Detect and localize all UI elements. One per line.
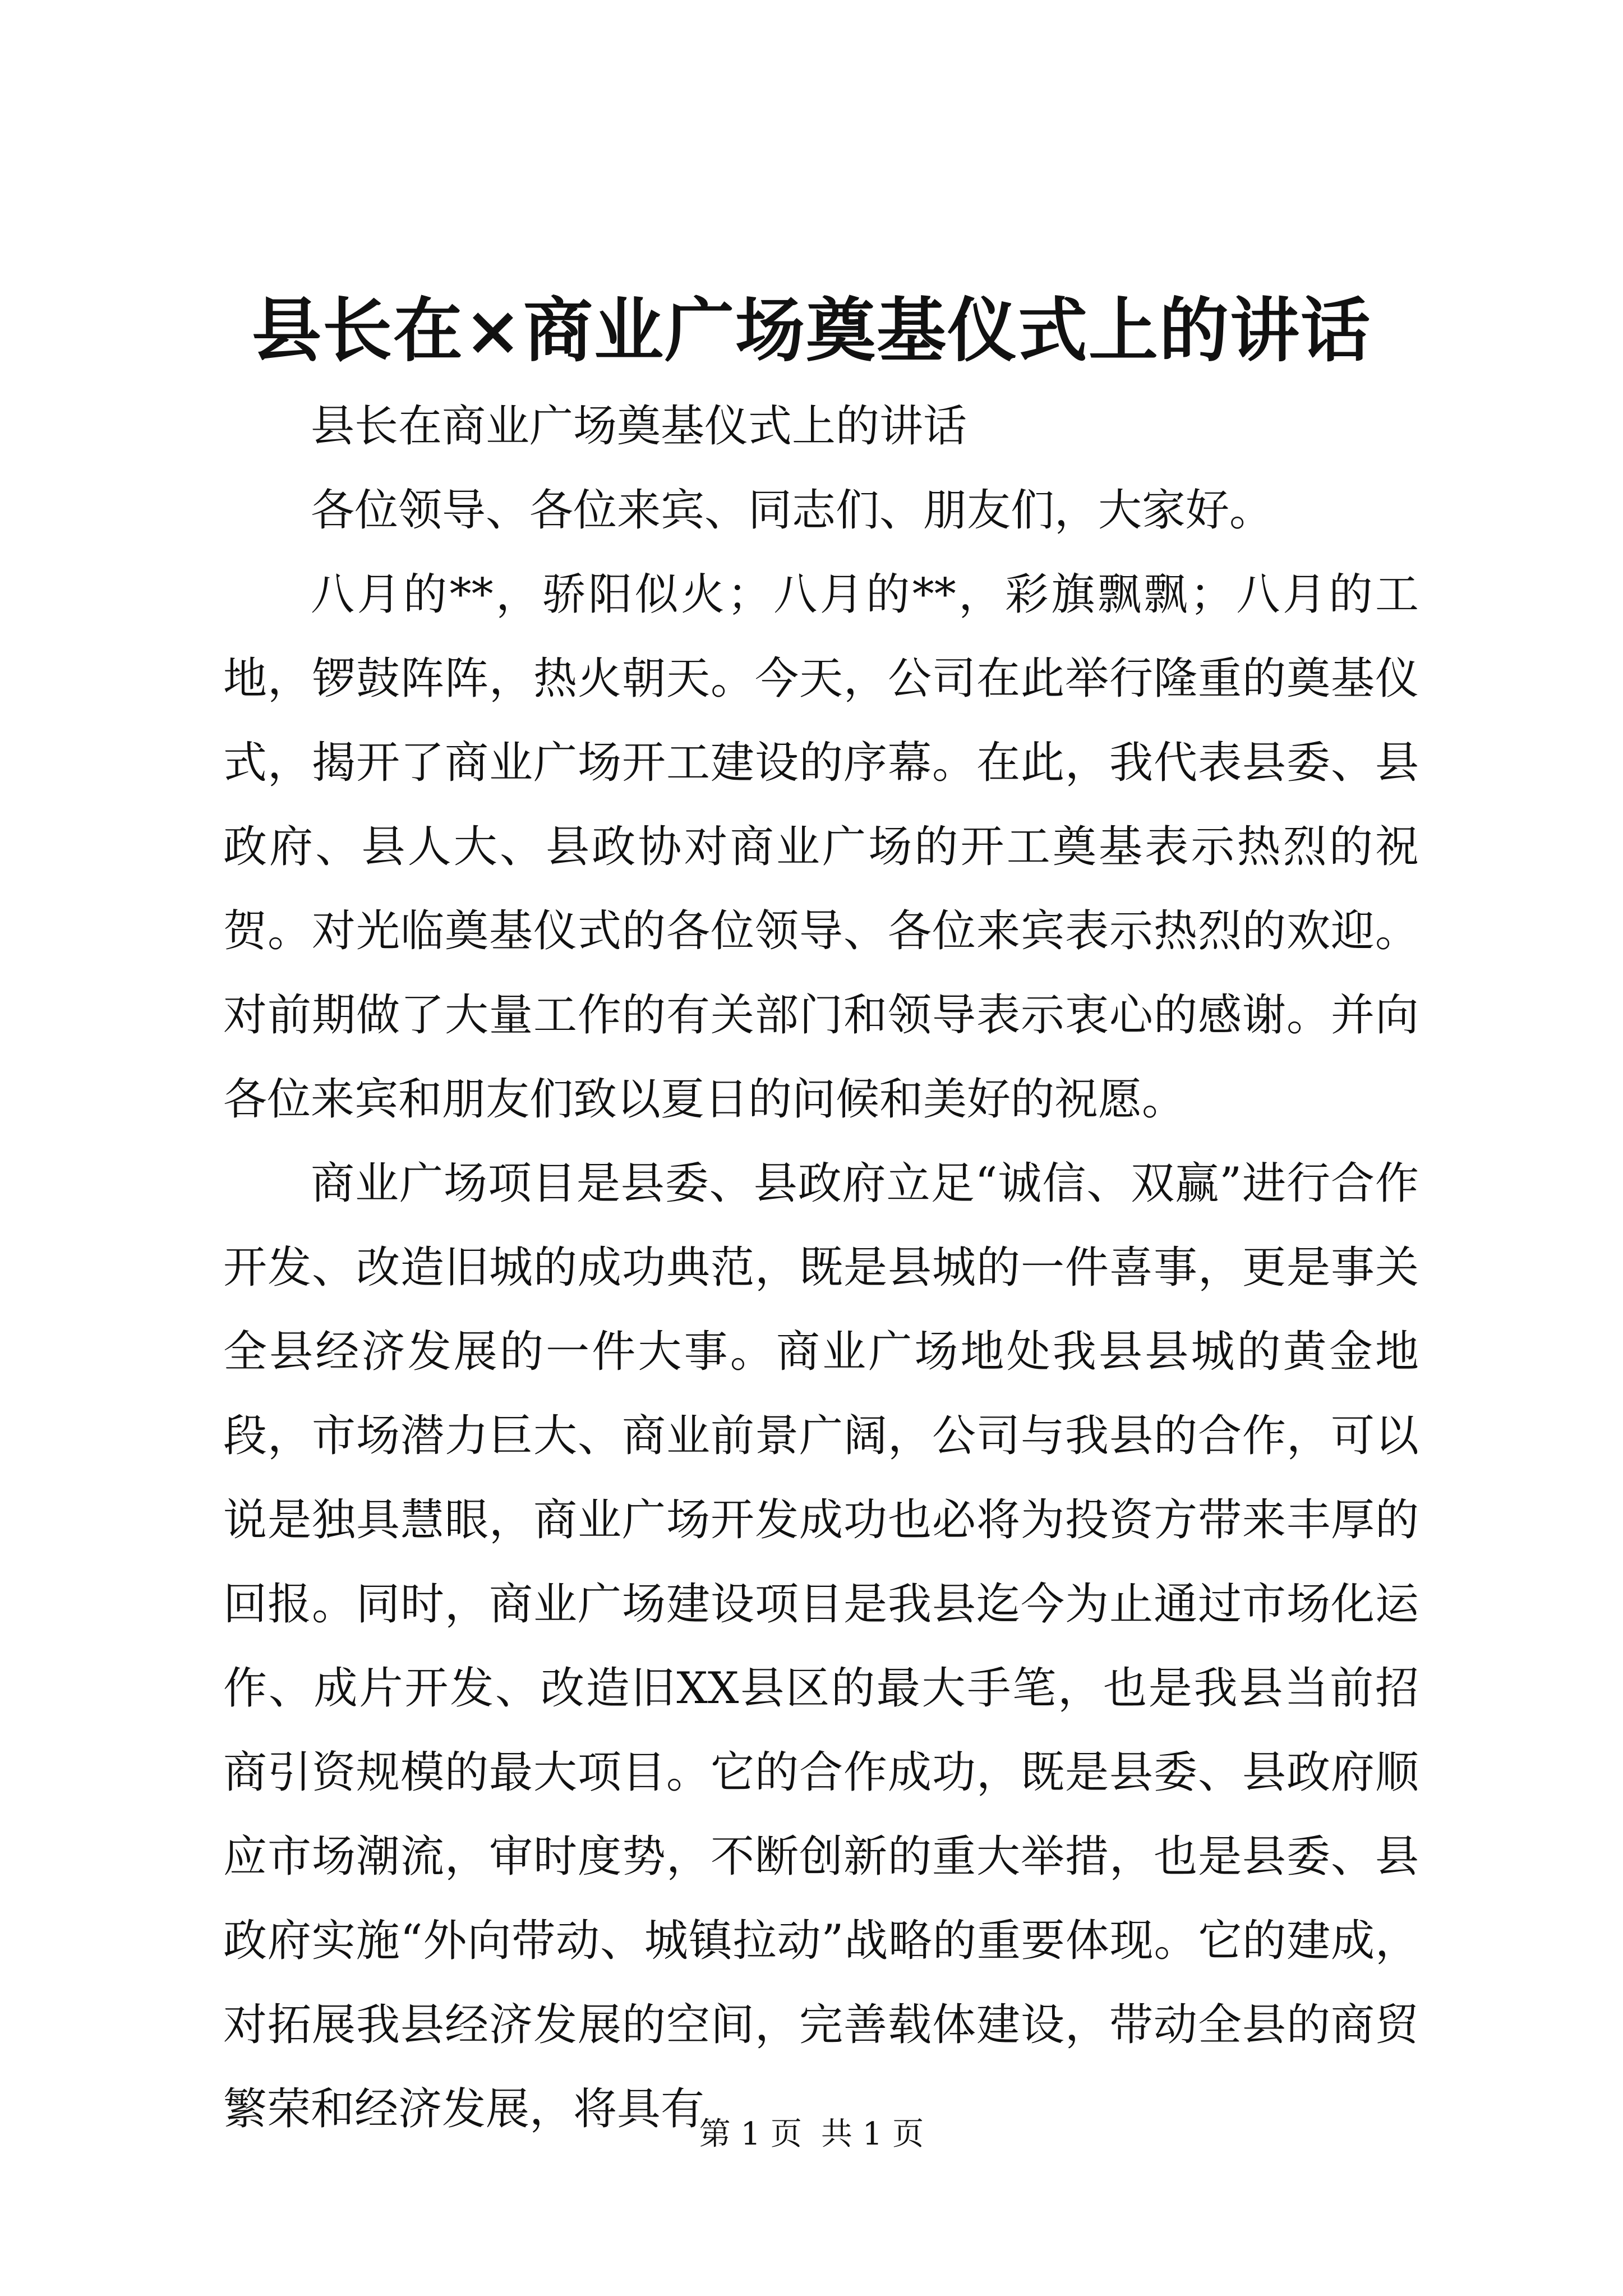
page-footer — [0, 2115, 1623, 2154]
page-total-label: 共 1 页 — [821, 2116, 924, 2152]
greeting-paragraph: 各位领导、各位来宾、同志们、朋友们，大家好。 — [311, 485, 1274, 536]
document-title: 县长在×商业广场奠基仪式上的讲话 — [252, 290, 1371, 371]
document-body — [223, 384, 1419, 2151]
opening-paragraph: 八月的**，骄阳似火；八月的**，彩旗飘飘；八月的工地，锣鼓阵阵，热火朝天。今天，公司在此举行隆重的奠基仪式，揭开了商业广场开工建设的序幕。在此，我代表县委、县政府、县人大、县政协对商业广场的开工奠基表示热烈的祝贺。对光临奠基仪式的各位领导、各位来宾表示热烈的欢迎。对前期做了大量工作的有关部门和领导表示衷心的感谢。并向各位来宾和朋友们致以夏日的问候和美好的祝愿。 — [223, 569, 1419, 1125]
speech-heading-paragraph: 县长在商业广场奠基仪式上的讲话 — [311, 401, 967, 452]
project-paragraph: 商业广场项目是县委、县政府立足“诚信、双赢”进行合作开发、改造旧城的成功典范，既是县城的一件喜事，更是事关全县经济发展的一件大事。商业广场地处我县县城的黄金地段，市场潜力巨大、商业前景广阔，公司与我县的合作，可以说是独具慧眼，商业广场开发成功也必将为投资方带来丰厚的回报。同时，商业广场建设项目是我县迄今为止通过市场化运作、成片开发、改造旧XX县区的最大手笔，也是我县当前招商引资规模的最大项目。它的合作成功，既是县委、县政府顺应市场潮流，审时度势，不断创新的重大举措，也是县委、县政府实施“外向带动、城镇拉动”战略的重要体现。它的建成，对拓展我县经济发展的空间，完善载体建设，带动全县的商贸繁荣和经济发展，将具有 — [223, 1158, 1419, 2134]
page-number-label: 第 1 页 — [699, 2116, 802, 2152]
